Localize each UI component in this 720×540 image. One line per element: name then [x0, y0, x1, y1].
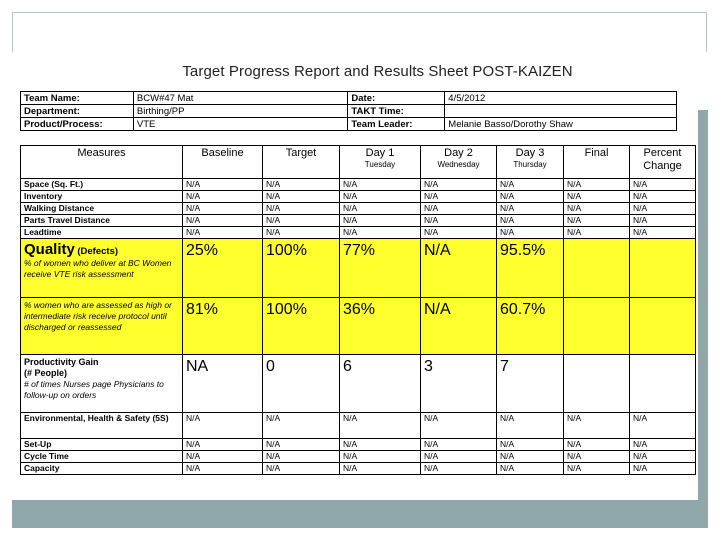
col-final: Final — [564, 146, 630, 179]
quality-measure-cell — [21, 298, 183, 355]
row-target: N/A — [263, 413, 340, 439]
row-target: N/A — [263, 191, 340, 203]
row-baseline: N/A — [183, 191, 263, 203]
row-day3: N/A — [497, 463, 564, 475]
table-row-capacity — [21, 463, 696, 475]
row-day2: 3 — [421, 355, 497, 413]
row-day2: N/A — [421, 179, 497, 191]
row-day3: 7 — [497, 355, 564, 413]
product-process-value: VTE — [133, 118, 348, 131]
row-percent-change: N/A — [630, 463, 696, 475]
row-final: N/A — [564, 451, 630, 463]
row-label: Cycle Time — [21, 451, 183, 463]
team-leader-label: Team Leader: — [348, 118, 445, 131]
row-label: Walking Distance — [21, 203, 183, 215]
row-day2: N/A — [421, 203, 497, 215]
quality-measure-cell — [21, 239, 183, 298]
row-percent-change — [630, 298, 696, 355]
date-value: 4/5/2012 — [445, 92, 677, 105]
table-row-inventory — [21, 191, 696, 203]
takt-time-value — [445, 105, 677, 118]
slide-frame-left — [12, 12, 13, 52]
row-day3: N/A — [497, 413, 564, 439]
row-percent-change: N/A — [630, 439, 696, 451]
row-day1: N/A — [340, 439, 421, 451]
col-day2-weekday: Wednesday — [437, 160, 480, 169]
row-day2: N/A — [421, 439, 497, 451]
row-percent-change: N/A — [630, 215, 696, 227]
row-percent-change: N/A — [630, 191, 696, 203]
row-target: N/A — [263, 227, 340, 239]
table-row-walking-distance — [21, 203, 696, 215]
row-baseline: N/A — [183, 215, 263, 227]
row-final: N/A — [564, 439, 630, 451]
table-row-parts-travel — [21, 215, 696, 227]
row-day3: N/A — [497, 179, 564, 191]
measures-table — [20, 145, 696, 475]
quality-row2-description: % women who are assessed as high or intermediate risk receive protocol until discharged or reassessed — [24, 300, 172, 332]
row-day2: N/A — [421, 239, 497, 298]
row-final — [564, 239, 630, 298]
row-final — [564, 355, 630, 413]
col-day3-label: Day 3 — [515, 147, 545, 159]
row-percent-change: N/A — [630, 451, 696, 463]
row-label: Environmental, Health & Safety (5S) — [21, 413, 183, 439]
row-day1: N/A — [340, 203, 421, 215]
row-day3: N/A — [497, 227, 564, 239]
row-day3: N/A — [497, 451, 564, 463]
row-day3: N/A — [497, 191, 564, 203]
row-day1: N/A — [340, 227, 421, 239]
col-day1-weekday: Tuesday — [364, 160, 396, 169]
row-percent-change — [630, 239, 696, 298]
row-label: Inventory — [21, 191, 183, 203]
col-baseline: Baseline — [183, 146, 263, 179]
row-final: N/A — [564, 227, 630, 239]
row-baseline: 25% — [183, 239, 263, 298]
col-percent-change: Percent Change — [630, 146, 696, 179]
row-final: N/A — [564, 215, 630, 227]
row-day2: N/A — [421, 451, 497, 463]
slide-accent-stripe — [698, 110, 708, 500]
row-baseline: N/A — [183, 413, 263, 439]
row-day1: N/A — [340, 463, 421, 475]
productivity-description: # of times Nurses page Physicians to follow-up on orders — [24, 379, 164, 400]
row-final — [564, 298, 630, 355]
row-baseline: N/A — [183, 179, 263, 191]
row-label: Capacity — [21, 463, 183, 475]
team-name-value: BCW#47 Mat — [133, 92, 348, 105]
row-percent-change: N/A — [630, 413, 696, 439]
productivity-heading-sub: (# People) — [24, 368, 68, 378]
row-label: Space (Sq. Ft.) — [21, 179, 183, 191]
row-baseline: 81% — [183, 298, 263, 355]
takt-time-label: TAKT Time: — [348, 105, 445, 118]
row-day3: N/A — [497, 203, 564, 215]
row-day2: N/A — [421, 191, 497, 203]
slide-frame-top — [12, 12, 707, 13]
table-header-row — [21, 146, 696, 179]
row-percent-change: N/A — [630, 203, 696, 215]
row-baseline: NA — [183, 355, 263, 413]
table-row-space — [21, 179, 696, 191]
table-row-cycle-time — [21, 451, 696, 463]
row-percent-change — [630, 355, 696, 413]
department-value: Birthing/PP — [133, 105, 348, 118]
col-day1 — [340, 146, 421, 179]
row-final: N/A — [564, 203, 630, 215]
row-day3: N/A — [497, 215, 564, 227]
row-day2: N/A — [421, 227, 497, 239]
row-baseline: N/A — [183, 463, 263, 475]
row-label: Parts Travel Distance — [21, 215, 183, 227]
department-label: Department: — [21, 105, 134, 118]
row-day1: N/A — [340, 215, 421, 227]
row-label: Leadtime — [21, 227, 183, 239]
table-row-productivity — [21, 355, 696, 413]
row-day1: 77% — [340, 239, 421, 298]
quality-heading-sub: (Defects) — [77, 246, 119, 257]
row-day2: N/A — [421, 413, 497, 439]
col-target: Target — [263, 146, 340, 179]
row-baseline: N/A — [183, 451, 263, 463]
slide-footer-bar — [12, 500, 708, 528]
table-row-quality-protocol — [21, 298, 696, 355]
row-day3: N/A — [497, 439, 564, 451]
date-label: Date: — [348, 92, 445, 105]
row-target: N/A — [263, 179, 340, 191]
row-day1: N/A — [340, 191, 421, 203]
col-day2 — [421, 146, 497, 179]
row-day1: N/A — [340, 451, 421, 463]
row-target: 0 — [263, 355, 340, 413]
product-process-label: Product/Process: — [21, 118, 134, 131]
row-final: N/A — [564, 179, 630, 191]
row-day3: 60.7% — [497, 298, 564, 355]
col-day3 — [497, 146, 564, 179]
info-header-table — [20, 91, 677, 131]
slide-frame-right — [706, 12, 707, 52]
row-target: N/A — [263, 215, 340, 227]
productivity-heading: Productivity Gain — [24, 357, 99, 367]
row-target: 100% — [263, 239, 340, 298]
row-target: N/A — [263, 203, 340, 215]
row-day1: 6 — [340, 355, 421, 413]
row-day3: 95.5% — [497, 239, 564, 298]
row-day1: N/A — [340, 413, 421, 439]
report-title: Target Progress Report and Results Sheet POST-KAIZEN — [182, 63, 573, 80]
col-day2-label: Day 2 — [444, 147, 473, 159]
row-baseline: N/A — [183, 227, 263, 239]
table-row-quality-risk-assessment — [21, 239, 696, 298]
col-day3-weekday: Thursday — [513, 160, 547, 169]
row-final: N/A — [564, 191, 630, 203]
row-day1: N/A — [340, 179, 421, 191]
row-final: N/A — [564, 413, 630, 439]
row-percent-change: N/A — [630, 179, 696, 191]
col-measures: Measures — [21, 146, 183, 179]
row-percent-change: N/A — [630, 227, 696, 239]
col-day1-label: Day 1 — [365, 147, 395, 159]
quality-heading: Quality — [24, 241, 75, 258]
row-label: Set-Up — [21, 439, 183, 451]
row-target: 100% — [263, 298, 340, 355]
table-row-leadtime — [21, 227, 696, 239]
row-target: N/A — [263, 451, 340, 463]
team-leader-value: Melanie Basso/Dorothy Shaw — [445, 118, 677, 131]
row-day2: N/A — [421, 215, 497, 227]
quality-row1-description: % of women who deliver at BC Women receive VTE risk assessment — [24, 258, 172, 279]
table-row-setup — [21, 439, 696, 451]
row-day2: N/A — [421, 463, 497, 475]
row-target: N/A — [263, 463, 340, 475]
row-baseline: N/A — [183, 203, 263, 215]
table-row-ehs — [21, 413, 696, 439]
row-final: N/A — [564, 463, 630, 475]
row-day2: N/A — [421, 298, 497, 355]
row-day1: 36% — [340, 298, 421, 355]
team-name-label: Team Name: — [21, 92, 134, 105]
productivity-measure-cell — [21, 355, 183, 413]
row-baseline: N/A — [183, 439, 263, 451]
row-target: N/A — [263, 439, 340, 451]
